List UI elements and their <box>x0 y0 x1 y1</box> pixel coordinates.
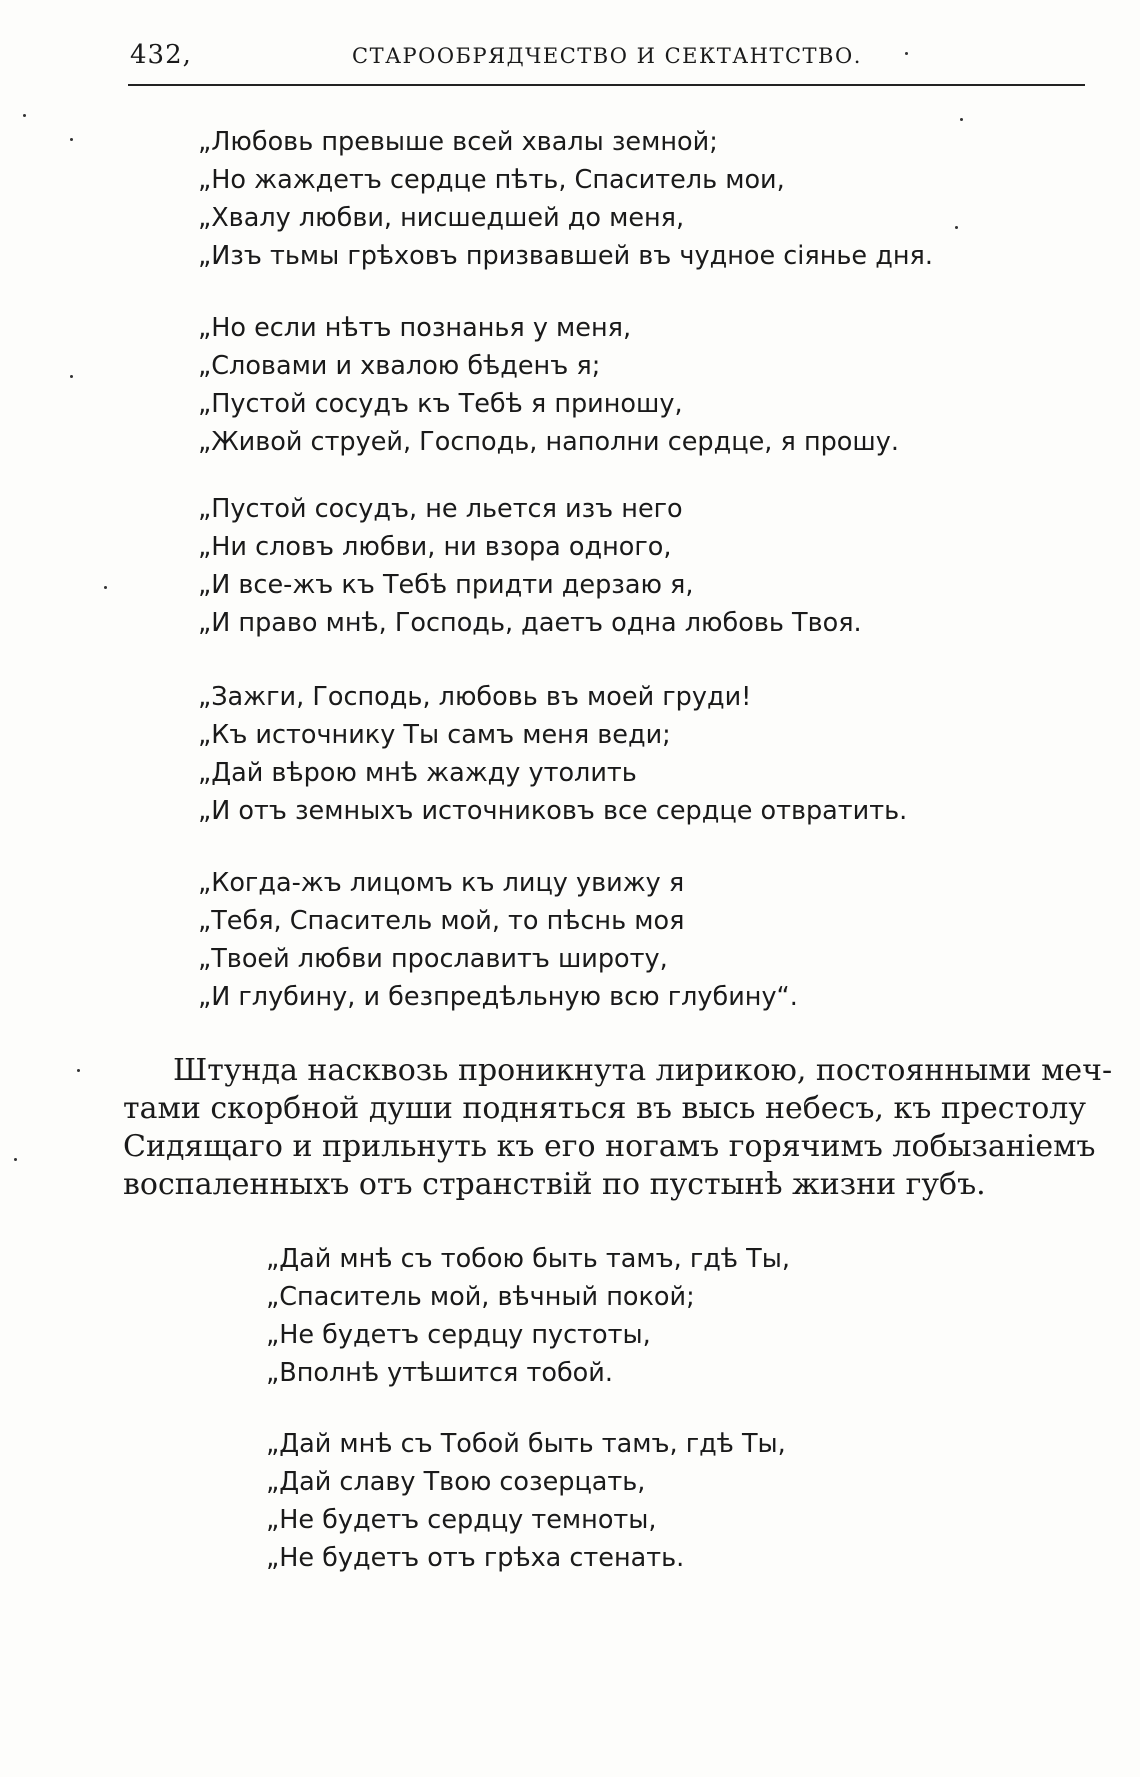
verse-line: „Не будетъ сердцу темноты, <box>266 1505 657 1535</box>
poem-1-stanza-3 <box>198 490 862 642</box>
verse-line: „И право мнѣ, Господь, даетъ одна любовь Твоя. <box>198 608 862 638</box>
verse-line: „Не будетъ сердцу пустоты, <box>266 1320 651 1350</box>
verse-line: „Зажги, Господь, любовь въ моей груди! <box>198 682 752 712</box>
page-number: 432, <box>130 40 192 70</box>
scan-speck <box>70 375 73 378</box>
verse-line: „Живой струей, Господь, наполни сердце, я прошу. <box>198 427 899 457</box>
running-title: СТАРООБРЯДЧЕСТВО И СЕКТАНТСТВО. <box>352 44 862 68</box>
verse-line: „Но жаждетъ сердце пѣть, Спаситель мои, <box>198 165 785 195</box>
poem-2-stanza-1 <box>266 1240 790 1392</box>
verse-line: „Но если нѣтъ познанья у меня, <box>198 313 632 343</box>
scan-speck <box>14 1158 17 1161</box>
verse-line: „Дай мнѣ съ Тобой быть тамъ, гдѣ Ты, <box>266 1429 786 1459</box>
verse-line: „Не будетъ отъ грѣха стенать. <box>266 1543 685 1573</box>
verse-line: „Словами и хвалою бѣденъ я; <box>198 351 601 381</box>
verse-line: „Къ источнику Ты самъ меня веди; <box>198 720 671 750</box>
verse-line: „Спаситель мой, вѣчный покой; <box>266 1282 695 1312</box>
header-rule <box>128 84 1085 86</box>
poem-1-stanza-4 <box>198 678 907 830</box>
poem-1-stanza-1 <box>198 123 933 275</box>
prose-paragraph <box>123 1052 1113 1204</box>
poem-2-stanza-2 <box>266 1425 786 1577</box>
prose-line: Штунда насквозь проникнута лирикою, постоянными меч- <box>173 1053 1113 1088</box>
verse-line: „Дай мнѣ съ тобою быть тамъ, гдѣ Ты, <box>266 1244 790 1274</box>
scan-speck <box>960 118 963 121</box>
verse-line: „Пустой сосудъ къ Тебѣ я приношу, <box>198 389 683 419</box>
scan-speck <box>955 226 958 229</box>
verse-line: „Ни словъ любви, ни взора одного, <box>198 532 672 562</box>
prose-line: воспаленныхъ отъ странствій по пустынѣ жизни губъ. <box>123 1167 986 1202</box>
scan-speck <box>23 114 26 117</box>
verse-line: „Твоей любви прославитъ широту, <box>198 944 668 974</box>
verse-line: „И глубину, и безпредѣльную всю глубину“. <box>198 982 798 1012</box>
verse-line: „Дай славу Твою созерцать, <box>266 1467 646 1497</box>
scan-speck <box>70 138 73 141</box>
scan-speck <box>77 1069 80 1072</box>
verse-line: „Изъ тьмы грѣховъ призвавшей въ чудное сіянье дня. <box>198 241 933 271</box>
verse-line: „Тебя, Спаситель мой, то пѣснь моя <box>198 906 685 936</box>
verse-line: „Когда-жъ лицомъ къ лицу увижу я <box>198 868 685 898</box>
poem-1-stanza-5 <box>198 864 798 1016</box>
prose-line: тами скорбной души подняться въ высь небесъ, къ престолу <box>123 1091 1086 1126</box>
verse-line: „И все-жъ къ Тебѣ придти дерзаю я, <box>198 570 694 600</box>
prose-line: Сидящаго и прильнуть къ его ногамъ горячимъ лобызаніемъ <box>123 1129 1096 1164</box>
verse-line: „Дай вѣрою мнѣ жажду утолить <box>198 758 637 788</box>
poem-1-stanza-2 <box>198 309 899 461</box>
verse-line: „Пустой сосудъ, не льется изъ него <box>198 494 683 524</box>
scan-speck <box>905 52 908 55</box>
verse-line: „И отъ земныхъ источниковъ все сердце отвратить. <box>198 796 908 826</box>
verse-line: „Хвалу любви, нисшедшей до меня, <box>198 203 685 233</box>
verse-line: „Любовь превыше всей хвалы земной; <box>198 127 718 157</box>
scan-speck <box>104 586 107 589</box>
verse-line: „Вполнѣ утѣшится тобой. <box>266 1358 613 1388</box>
page-header <box>130 40 1085 80</box>
